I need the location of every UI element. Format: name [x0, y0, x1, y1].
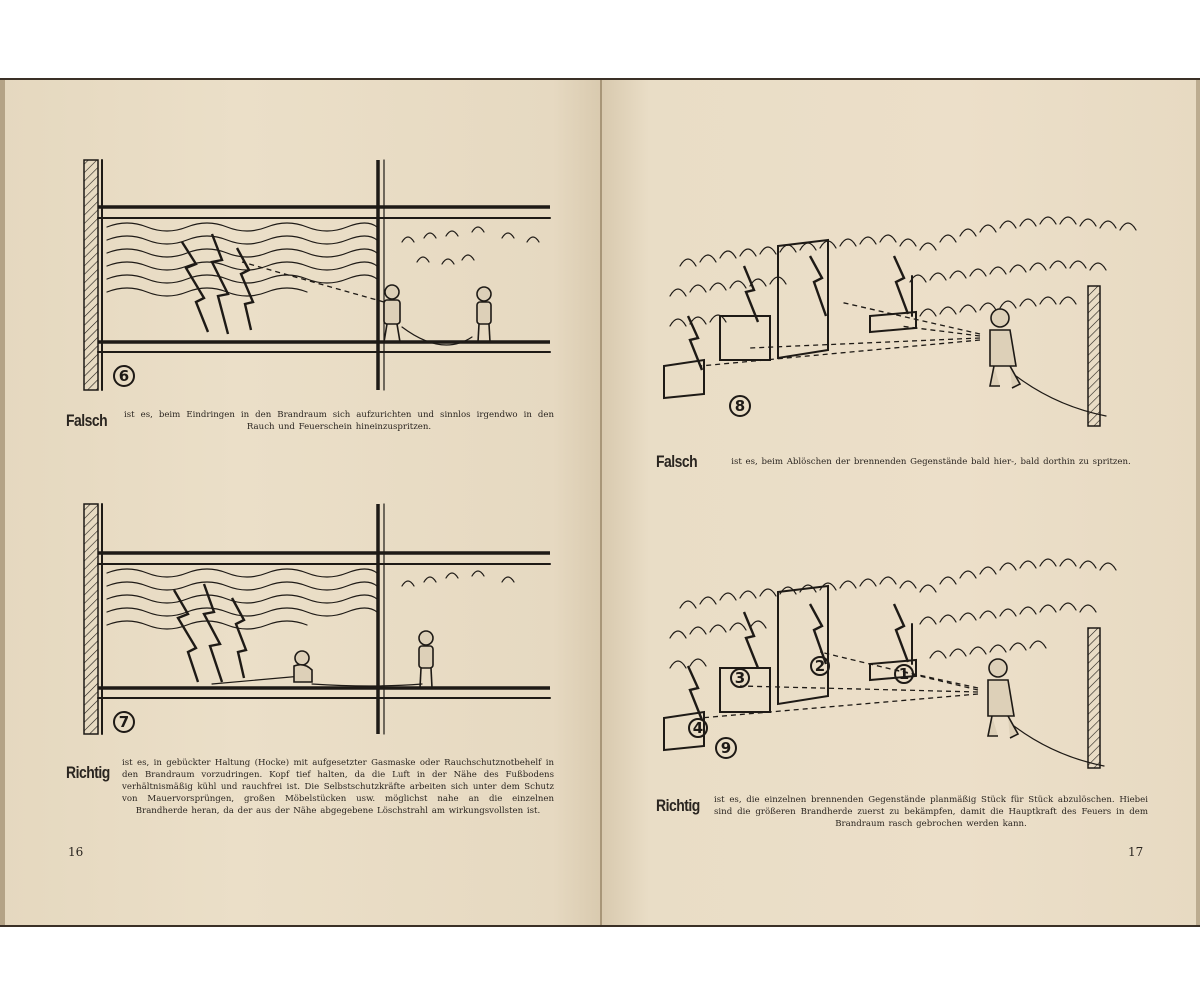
caption-falsch-right-head: Falsch: [656, 452, 698, 471]
book-edge-right: [1196, 80, 1200, 925]
figure-9-label-1: 1: [898, 665, 910, 683]
figure-6-illustration: [62, 152, 554, 394]
figure-9-illustration: [660, 548, 1150, 780]
caption-richtig-left: [66, 755, 554, 835]
figure-7-illustration: [62, 498, 554, 738]
page-number-right: 17: [1128, 845, 1144, 859]
caption-richtig-right-text: ist es, die einzelnen brennenden Gegenstände planmäßig Stück für Stück abzulöschen. Hiebei sind die größeren Brandherde zuerst zu bekämpfen, damit die Hauptkraft des Feuers in dem Brandraum rasch gebrochen werden kann.: [714, 795, 1148, 829]
caption-richtig-left-text: ist es, in gebückter Haltung (Hocke) mit aufgesetzter Gasmaske oder Rauchschutznotbehelf in den Brandraum vorzudringen. Kopf tief halten, da die Luft in der Nähe des Fußbodens verhältnismäßig kühl und rauchfrei ist. Die Selbstschutzkräfte arbeiten sich unter dem Schutz von Mauervorsprüngen, großen Möbelstücken usw. möglichst nahe an die einzelnen Brandherde heran, da der aus der Nähe abgegebene Löschstrahl am wirkungsvollsten ist.: [122, 758, 554, 816]
book-spread: [0, 78, 1200, 927]
figure-9-label-2: 2: [814, 657, 826, 675]
figure-9-label-3: 3: [734, 669, 746, 687]
book-gutter: [600, 80, 602, 925]
figure-7-number: 7: [118, 713, 130, 731]
caption-falsch-left-head: Falsch: [66, 411, 108, 430]
page-number-left: 16: [68, 845, 84, 859]
caption-falsch-left-text: ist es, beim Eindringen in den Brandraum sich aufzurichten und sinnlos irgendwo in den Rauch und Feuerschein hineinzuspritzen.: [124, 410, 554, 432]
caption-falsch-left: [66, 405, 554, 441]
figure-8-illustration: [660, 206, 1150, 438]
figure-9-label-4: 4: [692, 719, 704, 737]
caption-richtig-right: [656, 792, 1148, 834]
caption-falsch-right: [656, 450, 1148, 476]
caption-richtig-right-head: Richtig: [656, 796, 700, 815]
figure-8-number: 8: [734, 397, 746, 415]
book-edge-left: [0, 80, 5, 925]
caption-falsch-right-text: ist es, beim Ablöschen der brennenden Gegenstände bald hier-, bald dorthin zu spritzen.: [731, 457, 1131, 467]
caption-richtig-left-head: Richtig: [66, 763, 110, 782]
figure-6-number: 6: [118, 367, 130, 385]
figure-9-number: 9: [720, 739, 732, 757]
